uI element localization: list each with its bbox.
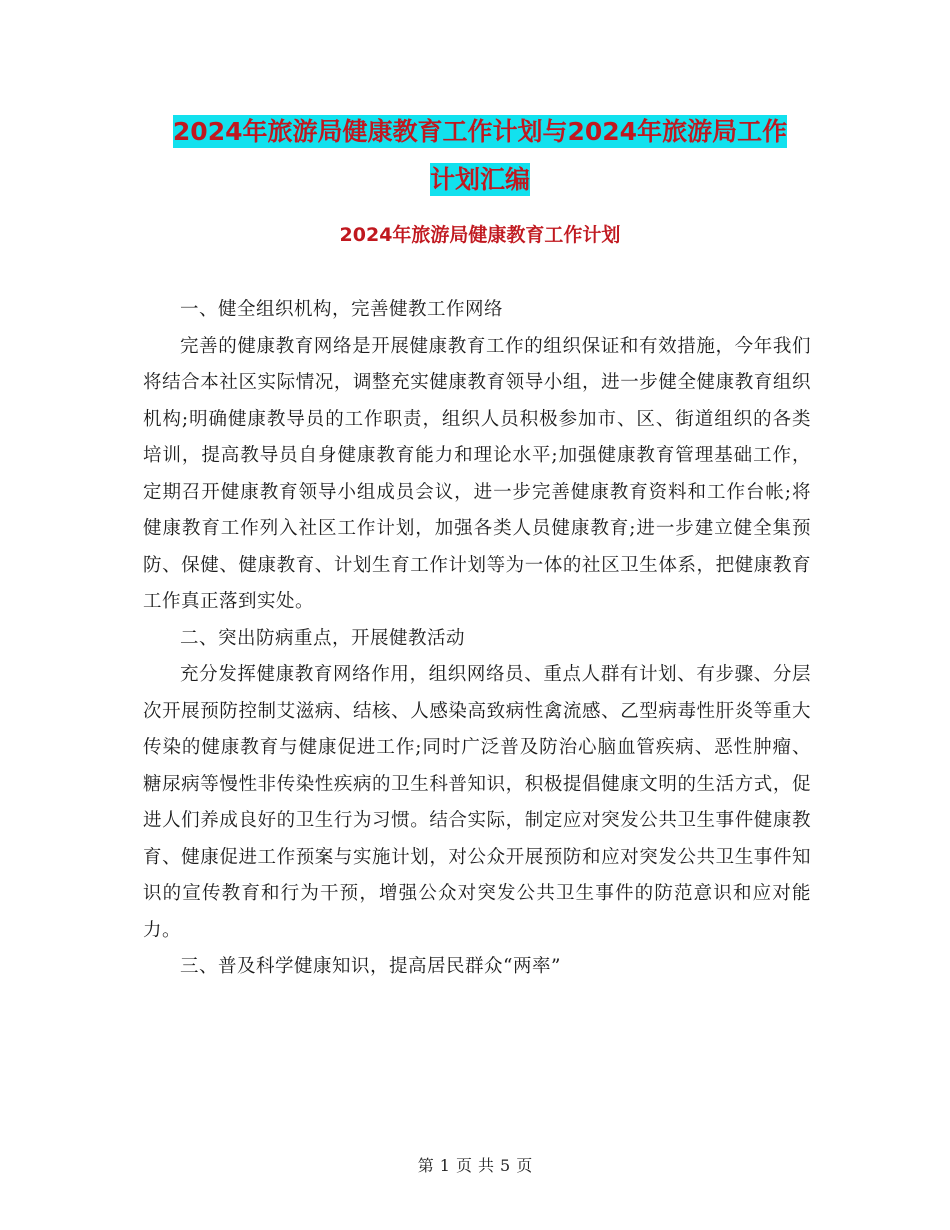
- total-pages-number: 5: [500, 1156, 511, 1175]
- heading-1: 一、健全组织机构，完善健教工作网络: [180, 299, 504, 320]
- paragraph-2: 充分发挥健康教育网络作用，组织网络员、重点人群有计划、有步骤、分层次开展预防控制艾滋病、结核、人感染高致病性禽流感、乙型病毒性肝炎等重大传染的健康教育与健康促进工作;同时广泛普及防治心脑血管疾病、恶性肿瘤、糖尿病等慢性非传染性疾病的卫生科普知识，积极提倡健康文明的生活方式，促进人们养成良好的卫生行为习惯。结合实际，制定应对突发公共卫生事件健康教育、健康促进工作预案与实施计划，对公众开展预防和应对突发公共卫生事件知识的宣传教育和行为干预，增强公众对突发公共卫生事件的防范意识和应对能力。: [143, 664, 811, 941]
- section-title: 2024年旅游局健康教育工作计划: [339, 224, 621, 246]
- footer-suffix: 页: [516, 1156, 533, 1175]
- document-body: [143, 292, 811, 986]
- document-title-line-2: 计划汇编: [429, 165, 530, 194]
- footer-prefix: 第: [417, 1156, 434, 1175]
- paragraph-1: 完善的健康教育网络是开展健康教育工作的组织保证和有效措施，今年我们将结合本社区实际情况，调整充实健康教育领导小组，进一步健全健康教育组织机构;明确健康教导员的工作职责，组织人员积极参加市、区、街道组织的各类培训，提高教导员自身健康教育能力和理论水平;加强健康教育管理基础工作，定期召开健康教育领导小组成员会议，进一步完善健康教育资料和工作台帐;将健康教育工作列入社区工作计划，加强各类人员健康教育;进一步建立健全集预防、保健、健康教育、计划生育工作计划等为一体的社区卫生体系，把健康教育工作真正落到实处。: [143, 335, 811, 612]
- footer-mid-1: 页: [455, 1156, 472, 1175]
- current-page-number: 1: [439, 1156, 450, 1175]
- footer-mid-2: 共: [478, 1156, 495, 1175]
- heading-2: 二、突出防病重点，开展健教活动: [180, 627, 466, 649]
- document-title-line-1: 2024年旅游局健康教育工作计划与2024年旅游局工作: [172, 117, 788, 146]
- document-title: [140, 108, 820, 204]
- page-footer: [0, 1153, 950, 1176]
- heading-3: 三、普及科学健康知识，提高居民群众“两率”: [180, 956, 561, 977]
